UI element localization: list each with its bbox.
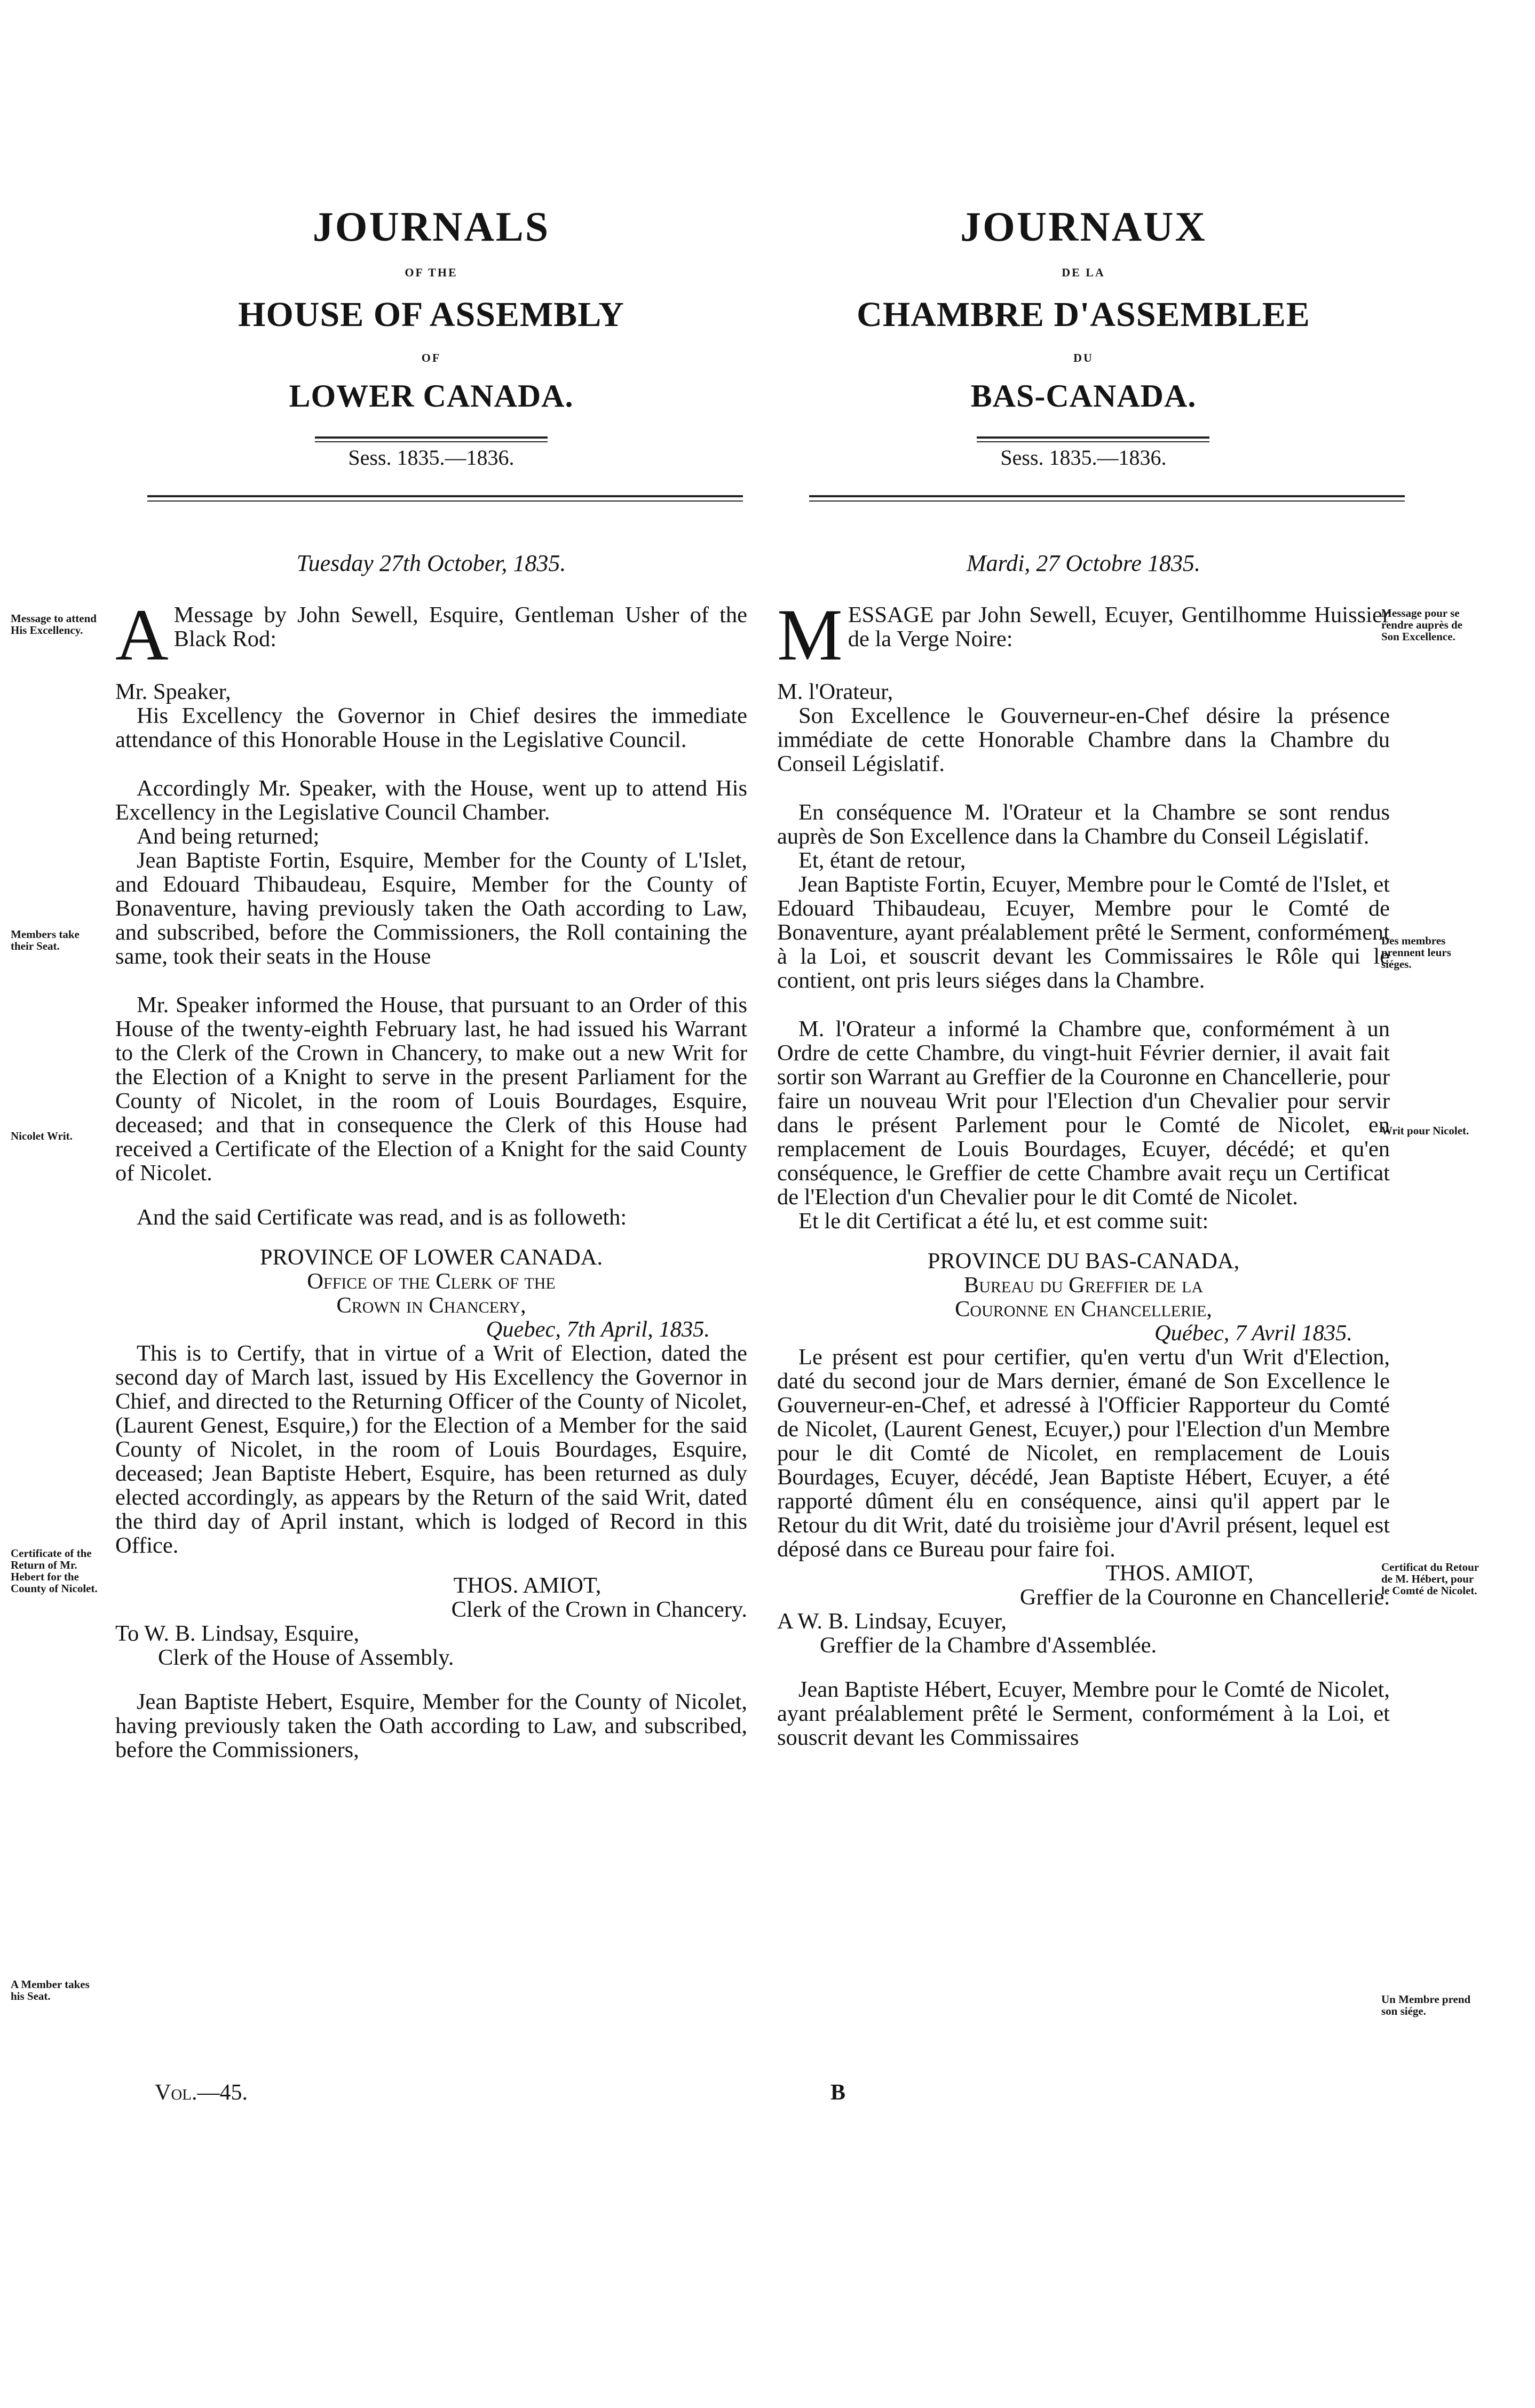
french-certificate: Le présent est pour certifier, qu'en vertu d'un Writ d'Election, daté du second jour de Mars dernier, émané de Son Excellence le Gouverneur-en-Chef, et adressé à l'Officier Rapporteur du Comté de Nicolet, (Laurent Genest, Ecuyer,) pour l'Election d'un Membre pour le dit Comté de Nicolet, en remplacement de Louis Bourdages, Ecuyer, décédé, Jean Baptiste Hébert, Ecuyer, a été rapporté dûment élu en conséquence, ainsi qu'il appert par le Retour du dit Writ, daté du troisième jour d'Avril présent, lequel est déposé dans ce Bureau pour faire foi. xyxy=(777,1345,1390,1562)
english-title: JOURNALS xyxy=(312,203,550,250)
english-country: LOWER CANADA. xyxy=(289,378,574,414)
margin-note-writ-fr: Writ pour Nicolet. xyxy=(1381,1124,1469,1137)
english-para-message xyxy=(115,594,747,675)
english-para-returned: And being returned; xyxy=(137,824,320,849)
margin-note-members-en: Members take their Seat. xyxy=(11,928,80,952)
margin-note-message-fr: Message pour se rendre auprès de Son Excellence. xyxy=(1381,607,1463,643)
english-of: OF xyxy=(421,351,441,364)
english-of-the: OF THE xyxy=(405,266,458,279)
french-place-date: Québec, 7 Avril 1835. xyxy=(1154,1321,1352,1346)
margin-note-certificate-en: Certificate of the Return of Mr. Hebert for the County of Nicolet. xyxy=(11,1547,98,1595)
french-para-writ: M. l'Orateur a informé la Chambre que, conformément à un Ordre de cette Chambre, du vingt-huit Février dernier, il avait fait sortir son Warrant au Greffier de la Couronne en Chancellerie, pour faire un nouveau Writ pour l'Election d'un Chevalier pour servir dans le présent Parlement pour le Comté de Nicolet, en remplacement de Louis Bourdages, Ecuyer, décédé; et qu'en conséquence, le Greffier de cette Chambre avait reçu un Certificat de l'Election d'un Chevalier pour le dit Comté de Nicolet. xyxy=(777,1016,1390,1210)
french-du: DU xyxy=(1073,351,1094,364)
volume-label: Vol.—45. xyxy=(155,2080,248,2105)
english-to-line: To W. B. Lindsay, Esquire, xyxy=(115,1621,360,1646)
english-signer: THOS. AMIOT, xyxy=(453,1573,602,1598)
french-office-2: Couronne en Chancellerie, xyxy=(955,1297,1212,1322)
volume-footer xyxy=(155,2080,248,2105)
english-house: HOUSE OF ASSEMBLY xyxy=(238,295,624,334)
french-drop-cap: M xyxy=(777,594,843,675)
margin-note-message-en: Message to attend His Excellency. xyxy=(11,612,97,637)
margin-note-certificate-fr: Certificat du Retour de M. Hébert, pour le Comté de Nicolet. xyxy=(1381,1561,1479,1597)
english-session: Sess. 1835.—1836. xyxy=(348,446,515,470)
margin-note-members-fr: Des membres prennent leurs siéges. xyxy=(1381,934,1451,971)
french-province: PROVINCE DU BAS-CANADA, xyxy=(927,1249,1240,1274)
french-country: BAS-CANADA. xyxy=(970,378,1197,414)
english-body xyxy=(115,594,747,1762)
french-office-1: Bureau du Greffier de la xyxy=(963,1273,1204,1298)
english-title-rule xyxy=(315,436,548,442)
french-title-rule xyxy=(977,436,1209,442)
english-to-title: Clerk of the House of Assembly. xyxy=(158,1645,454,1670)
french-para-members: Jean Baptiste Fortin, Ecuyer, Membre pour le Comté de l'Islet, et Edouard Thibaudeau, Ecuyer, Membre pour le Comté de Bonaventure, ayant préalablement prêté le Serment, conformément à la Loi, et souscrit devant les Commissaires le Rôle qui le contient, ont pris leurs siéges dans la Chambre. xyxy=(777,872,1390,993)
french-to-line: A W. B. Lindsay, Ecuyer, xyxy=(777,1609,1007,1634)
english-para-members: Jean Baptiste Fortin, Esquire, Member for the County of L'Islet, and Edouard Thibaudeau, Esquire, Member for the County of Bonaventure, having previously taken the Oath according to Law, and subscribed, before the Commissioners, the Roll containing the same, took their seats in the House xyxy=(115,848,747,969)
english-office-2: Crown in Chancery, xyxy=(336,1293,526,1318)
french-message-text: ESSAGE par John Sewell, Ecuyer, Gentilhomme Huissier de la Verge Noire: xyxy=(848,602,1390,651)
english-para-governor: His Excellency the Governor in Chief desires the immediate attendance of this Honorable House in the Legislative Council. xyxy=(115,703,747,752)
english-place-date: Quebec, 7th April, 1835. xyxy=(486,1317,710,1342)
signature-mark: B xyxy=(830,2080,846,2105)
french-title: JOURNAUX xyxy=(960,203,1207,250)
english-certificate: This is to Certify, that in virtue of a Writ of Election, dated the second day of March last, issued by His Excellency the Governor in Chief, and directed to the Returning Officer of the County of Nicolet, (Laurent Genest, Esquire,) for the Election of a Member for the said County of Nicolet, in the room of Louis Bourdages, Esquire, deceased; Jean Baptiste Hebert, Esquire, has been returned as duly elected accordingly, as appears by the Return of the said Writ, dated the third day of April instant, which is lodged of Record in this Office. xyxy=(115,1341,747,1558)
french-date: Mardi, 27 Octobre 1835. xyxy=(967,550,1200,576)
english-drop-cap: A xyxy=(115,594,169,675)
english-office-1: Office of the Clerk of the xyxy=(307,1269,556,1294)
french-body xyxy=(777,594,1390,1750)
margin-note-member-fr: Un Membre prend son siége. xyxy=(1381,1993,1471,2017)
english-para-accordingly: Accordingly Mr. Speaker, with the House, went up to attend His Excellency in the Legislative Council Chamber. xyxy=(115,776,747,825)
english-signer-title: Clerk of the Crown in Chancery. xyxy=(451,1597,747,1622)
french-de-la: DE LA xyxy=(1062,266,1105,279)
french-header-rule xyxy=(809,495,1405,502)
margin-note-member-en: A Member takes his Seat. xyxy=(11,1978,90,2002)
french-house: CHAMBRE D'ASSEMBLEE xyxy=(857,295,1310,334)
french-para-read: Et le dit Certificat a été lu, et est comme suit: xyxy=(798,1209,1209,1234)
english-para-writ: Mr. Speaker informed the House, that pursuant to an Order of this House of the twenty-eighth February last, he had issued his Warrant to the Clerk of the Crown in Chancery, to make out a new Writ for the Election of a Knight to serve in the present Parliament for the County of Nicolet, in the room of Louis Bourdages, Esquire, deceased; and that in consequence the Clerk of this House had received a Certificate of the Election of a Knight for the said County of Nicolet. xyxy=(115,992,747,1186)
french-mr-speaker: M. l'Orateur, xyxy=(777,679,893,704)
french-para-governor: Son Excellence le Gouverneur-en-Chef désire la présence immédiate de cette Honorable Chambre dans la Chambre du Conseil Législatif. xyxy=(777,703,1390,776)
margin-note-writ-en: Nicolet Writ. xyxy=(11,1130,73,1142)
french-para-message xyxy=(777,594,1390,675)
french-session: Sess. 1835.—1836. xyxy=(1000,446,1167,470)
french-para-accordingly: En conséquence M. l'Orateur et la Chambre se sont rendus auprès de Son Excellence dans la Chambre du Conseil Législatif. xyxy=(777,800,1390,849)
english-para-read: And the said Certificate was read, and is as followeth: xyxy=(137,1205,627,1230)
french-signer-title: Greffier de la Couronne en Chancellerie. xyxy=(1019,1585,1390,1610)
french-to-title: Greffier de la Chambre d'Assemblée. xyxy=(820,1633,1157,1658)
french-para-hebert: Jean Baptiste Hébert, Ecuyer, Membre pour le Comté de Nicolet, ayant préalablement prêté le Serment, conformément à la Loi, et souscrit devant les Commissaires xyxy=(777,1677,1390,1750)
english-para-hebert: Jean Baptiste Hebert, Esquire, Member for the County of Nicolet, having previously taken the Oath according to Law, and subscribed, before the Commissioners, xyxy=(115,1689,747,1762)
english-date: Tuesday 27th October, 1835. xyxy=(296,550,566,576)
english-message-text: Message by John Sewell, Esquire, Gentleman Usher of the Black Rod: xyxy=(173,602,747,651)
french-signer: THOS. AMIOT, xyxy=(1105,1561,1254,1586)
french-para-returned: Et, étant de retour, xyxy=(798,848,966,873)
english-mr-speaker: Mr. Speaker, xyxy=(115,679,231,704)
english-province: PROVINCE OF LOWER CANADA. xyxy=(259,1245,603,1270)
english-header-rule xyxy=(147,495,743,502)
